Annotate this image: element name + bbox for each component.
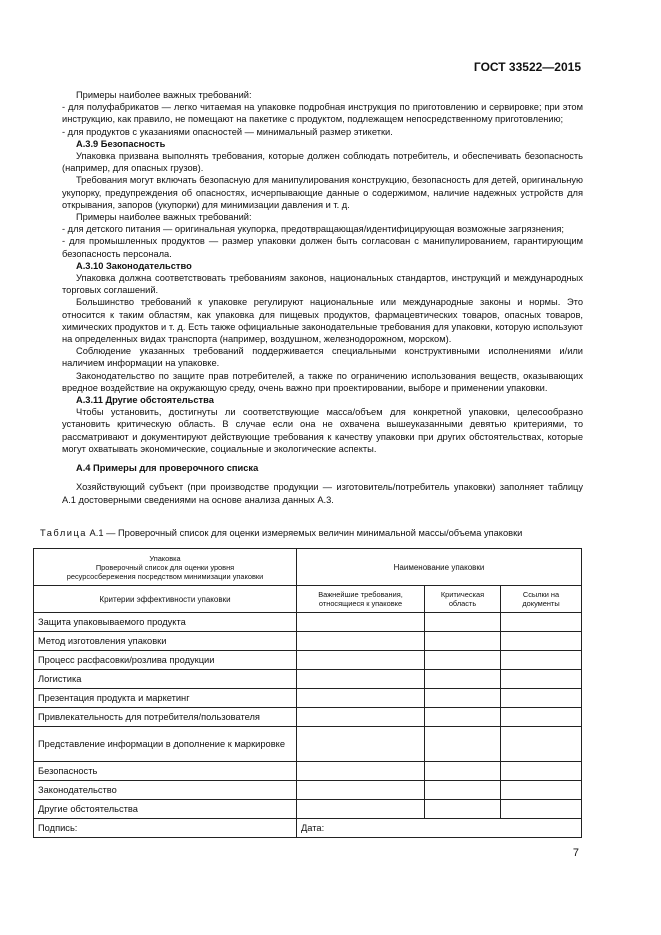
requirements-header: Важнейшие требования, относящиеся к упаковке [297, 586, 425, 613]
critical-area-cell[interactable] [425, 800, 501, 819]
section-heading: А.3.9 Безопасность [76, 138, 166, 149]
paragraph: Законодательство по защите прав потребителей, а также по ограничению использования веществ, оказывающих вредное воздействие на окружающую среду, очень важно при проектировании, выборе и применении упаковки. [62, 370, 583, 393]
table-row [34, 727, 582, 762]
requirements-cell[interactable] [297, 762, 425, 781]
references-header: Ссылки на документы [501, 586, 582, 613]
critical-area-cell[interactable] [425, 762, 501, 781]
section-heading: А.3.11 Другие обстоятельства [76, 395, 214, 406]
checklist-table [33, 548, 582, 838]
requirements-cell[interactable] [297, 727, 425, 762]
requirements-cell[interactable] [297, 708, 425, 727]
paragraph: Соблюдение указанных требований поддерживается специальными конструктивными исполнениями и/или наличием информации на упаковке. [62, 346, 583, 369]
critical-area-cell[interactable] [425, 632, 501, 651]
paragraph: Примеры наиболее важных требований: [76, 212, 252, 223]
criterion-label: Презентация продукта и маркетинг [34, 689, 297, 708]
critical-area-header: Критическая область [425, 586, 501, 613]
table-row [34, 762, 582, 781]
table-row [34, 651, 582, 670]
criterion-label: Логистика [34, 670, 297, 689]
table-row [34, 800, 582, 819]
requirements-cell[interactable] [297, 689, 425, 708]
critical-area-cell[interactable] [425, 670, 501, 689]
packaging-name-header: Наименование упаковки [297, 549, 582, 586]
document-code: ГОСТ 33522—2015 [473, 60, 581, 74]
paragraph: - для продуктов с указаниями опасностей — минимальный размер этикетки. [62, 126, 393, 137]
references-cell[interactable] [501, 708, 582, 727]
paragraph: Чтобы установить, достигнуты ли соответствующие масса/объем для конкретной упаковки, целесообразно установить критическую область. В случае если она не охвачена вышеуказанными девятью критериями, то рассматривают и документируют действующие требования к качеству упаковки при других обстоятельствах, которые могут охватывать экономические, социальные и экологические аспекты. [62, 407, 583, 454]
references-cell[interactable] [501, 689, 582, 708]
requirements-cell[interactable] [297, 670, 425, 689]
critical-area-cell[interactable] [425, 708, 501, 727]
paragraph: Примеры наиболее важных требований: [76, 90, 252, 100]
paragraph: - для полуфабрикатов — легко читаемая на упаковке подробная инструкция по приготовлению и сервировке; при этом инструкцию, как правило, не помещают на пакетике с продуктом, подлежащем непосредственному приготовлению; [62, 102, 583, 125]
section-heading: А.4 Примеры для проверочного списка [76, 463, 259, 474]
references-cell[interactable] [501, 613, 582, 632]
corner-line-2: Проверочный список для оценки уровня [95, 562, 235, 572]
paragraph: - для детского питания — оригинальная укупорка, предотвращающая/идентифицирующая возможные загрязнения; [62, 224, 564, 235]
table-caption [40, 528, 600, 538]
document-body [62, 89, 583, 506]
requirements-cell[interactable] [297, 613, 425, 632]
paragraph: Хозяйствующий субъект (при производстве продукции — изготовитель/потребитель упаковки) заполняет таблицу А.1 достоверными сведениями на основе анализа данных А.3. [62, 482, 583, 505]
references-cell[interactable] [501, 670, 582, 689]
table-row [34, 689, 582, 708]
corner-line-1: Упаковка [149, 553, 181, 563]
paragraph: - для промышленных продуктов — размер упаковки должен быть согласован с манипулированием, гарантирующим безопасность персонала. [62, 236, 583, 259]
table-row [34, 613, 582, 632]
criterion-label: Законодательство [34, 781, 297, 800]
criterion-label: Процесс расфасовки/розлива продукции [34, 651, 297, 670]
paragraph: Упаковка должна соответствовать требованиям законов, национальных стандартов, инструкций и международных торговых соглашений. [62, 273, 583, 296]
criterion-label: Защита упаковываемого продукта [34, 613, 297, 632]
references-cell[interactable] [501, 762, 582, 781]
critical-area-cell[interactable] [425, 651, 501, 670]
criterion-label: Другие обстоятельства [34, 800, 297, 819]
references-cell[interactable] [501, 800, 582, 819]
corner-line-3: ресурсосбережения посредством минимизации упаковки [66, 571, 264, 581]
critical-area-cell[interactable] [425, 727, 501, 762]
page-number: 7 [572, 847, 579, 859]
requirements-cell[interactable] [297, 651, 425, 670]
criterion-label: Метод изготовления упаковки [34, 632, 297, 651]
table-caption-word: Таблица [40, 528, 87, 538]
references-cell[interactable] [501, 781, 582, 800]
critical-area-cell[interactable] [425, 613, 501, 632]
requirements-cell[interactable] [297, 800, 425, 819]
critical-area-cell[interactable] [425, 689, 501, 708]
criteria-header: Критерии эффективности упаковки [34, 586, 297, 613]
references-cell[interactable] [501, 727, 582, 762]
paragraph: Требования могут включать безопасную для манипулирования конструкцию, безопасность для детей, оригинальную укупорку, предупреждения об опасностях, исчерпывающие данные о содержимом, наличие надежных устройств для открывания, запоров (укупорки) для минимизации давления и т. д. [62, 175, 583, 210]
paragraph: Упаковка призвана выполнять требования, которые должен соблюдать потребитель, и обеспечивать безопасность (например, для опасных грузов). [62, 151, 583, 174]
references-cell[interactable] [501, 632, 582, 651]
criterion-label: Безопасность [34, 762, 297, 781]
table-caption-text: А.1 — Проверочный список для оценки измеряемых величин минимальной массы/объема упаковки [89, 528, 523, 538]
signature-row [34, 819, 582, 838]
table-row [34, 632, 582, 651]
criterion-label: Привлекательность для потребителя/пользователя [34, 708, 297, 727]
table-row [34, 670, 582, 689]
critical-area-cell[interactable] [425, 781, 501, 800]
requirements-cell[interactable] [297, 781, 425, 800]
requirements-cell[interactable] [297, 632, 425, 651]
date-label: Дата: [297, 819, 582, 838]
signature-label: Подпись: [34, 819, 297, 838]
paragraph: Большинство требований к упаковке регулируют национальные или международные законы и нормы. Это относится к таким областям, как упаковка для пищевых продуктов, фармацевтических товаров, опасных товаров, химических продуктов и т. д. Есть также официальные законодательные требования для упаковки, которую используют на определенных видах транспорта (например, воздушном, железнодорожном, морском). [62, 297, 583, 345]
section-heading: А.3.10 Законодательство [76, 260, 192, 271]
table-row [34, 708, 582, 727]
table-row [34, 781, 582, 800]
criterion-label: Представление информации в дополнение к маркировке [34, 727, 297, 762]
references-cell[interactable] [501, 651, 582, 670]
table-corner-cell [34, 549, 297, 586]
